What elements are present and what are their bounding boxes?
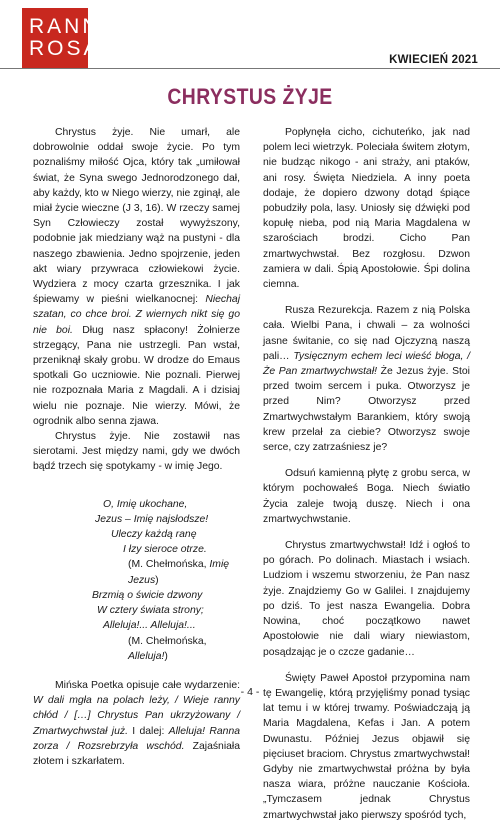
logo-line-2: ROSA	[29, 37, 101, 60]
article-title: CHRYSTUS ŻYJE	[167, 84, 333, 109]
poem-line: Uleczy każdą ranę	[111, 529, 197, 541]
header-rule	[0, 68, 500, 69]
paragraph: Odsuń kamienną płytę z grobu serca, w którym pochowałeś Boga. Niech światło Życia zaleje twoją duszę. Niech i ona zmartwychwstanie.	[263, 468, 470, 525]
poem	[33, 497, 240, 664]
paragraph: Chrystus żyje. Nie zostawił nas sierotami. Jest między nami, gdy we dwóch bądź trzech się spotykamy - w imię Jego.	[33, 431, 240, 473]
paragraph: Chrystus żyje. Nie umarł, ale dobrowolnie oddał swoje życie. Po tym poznaliśmy miłość Ojca, który tak „umiłował świat, że Syna swego Jednorodzonego dał, aby każdy, kto w Niego wierzy, nie zginął, ale miał życie wieczne (J 3, 16). W rzeczy samej Syn Człowieczy został wywyższony, podobnie jak miedziany wąż na pustyni - dla naszego zbawienia. Jedno spojrzenie, jeden akt wiary przywraca człowiekowi życie. Wydziera z mocy czarta grzesznika. I jak śpiewamy w pieśni wielkanocnej: Niechaj szatan, co chce broi. Z wiernych nikt się go nie boi. Dług nasz spłacony! Żołnierze strzegący, Pana nie ustrzegli. Pan wstał, przeniknął skały grobu. W drodze do Emaus spotkali Go uczniowie. Nie poznali. Pierwej nie rozpoznała Maria z Magdali. A i dzisiaj wielu nie poznaje. Nie wierzy. Mówi, że ogrodnik albo senna zjawa.	[33, 127, 240, 427]
page-number: - 4 -	[240, 686, 260, 698]
poem-line: Brzmią o świcie dzwony	[92, 589, 203, 601]
paragraph: Święty Paweł Apostoł przypomina nam tę Ewangelię, którą przyjęliśmy ponad tysiąc lat temu i w której trwamy. Poświadczają ją Maria Magdalena, Kefas i Jan. A potem Dwunastu. Później Jezus objawił się pięciuset braciom. Chrystus zmartwychwstał! Gdyby nie zmartwychwstał próżna by była nasza wiara, próżne nauczanie Kościoła. „Tymczasem jednak Chrystus zmartwychwstał jako pierwszy spośród tych,	[263, 672, 470, 821]
paragraph: Chrystus zmartwychwstał! Idź i ogłoś to po górach. Po dolinach. Miastach i wsiach. Ludziom i wszemu stworzeniu, że Pan nasz żyje. Znajdziemy Go w Galilei. I znajdujemy po dziś. To jest nasza Ewangelia. Dobra Nowina, choć początkowo nawet Apostołowie nie dali wiary niewiastom, posądzając je o czcze gadanie…	[263, 540, 470, 658]
poem-line: I łzy sieroce otrze.	[123, 544, 207, 556]
paragraph: Rusza Rezurekcja. Razem z nią Polska cała. Wielbi Pana, i chwali – za wolności jasne świtanie, co się nad Ojczyzną naszą pali… Tysięcznym echem leci wieść błoga, / Że Pan zmartwychwstał! Że Jezus żyje. Stoi przed twoim sercem i puka. Otworzysz je przed Nim? Otworzysz przed Zmartwychwstałym Barankiem, który swoją krew przelał za ciebie? Otworzysz swoje serce, czy zatrzaśniesz je?	[263, 305, 470, 454]
right-column	[263, 125, 470, 823]
paragraph: Popłynęła cicho, cichuteńko, jak nad polem leci wietrzyk. Poleciała świtem złotym, nie budząc nikogo - ani straży, ani ptaków, ani rosy. Święta Niedziela. A inny poeta dodaje, że dopiero dzwony dotąd śpiące pobudziły pola, lasy. Uniosły się dźwięki pod kopułę nieba, pod nią Maria Magdalena w szarościach brodzi. Cicho Pan zmartwychwstał. Bez rozgłosu. Dzwon zamiera w dali. Śpią Apostołowie. Śpi dolina ciemna.	[263, 127, 470, 291]
poem-attribution: (M. Chełmońska, Alleluja!)	[128, 635, 207, 662]
logo-line-1: RANNA	[29, 15, 118, 38]
poem-attribution: (M. Chełmońska, Imię Jezus)	[128, 559, 230, 586]
poem-line: Alleluja!... Alleluja!...	[103, 620, 196, 632]
left-column	[33, 125, 240, 769]
issue-date: KWIECIEŃ 2021	[389, 54, 478, 66]
poem-line: O, Imię ukochane,	[103, 498, 188, 510]
paragraph: Mińska Poetka opisuje całe wydarzenie: W dali mgła na polach leży, / Wieje ranny chłód / […] Chrystus Pan ukrzyżowany / Zmartwychwstał już. I dalej: Alleluja! Ranna zorza / Rozsrebrzyła wschód. Zajaśniała złotem i szkarłatem.	[33, 679, 241, 767]
magazine-logo	[22, 8, 118, 68]
poem-line: Jezus – Imię najsłodsze!	[95, 513, 209, 525]
poem-line: W cztery świata strony;	[97, 605, 204, 617]
